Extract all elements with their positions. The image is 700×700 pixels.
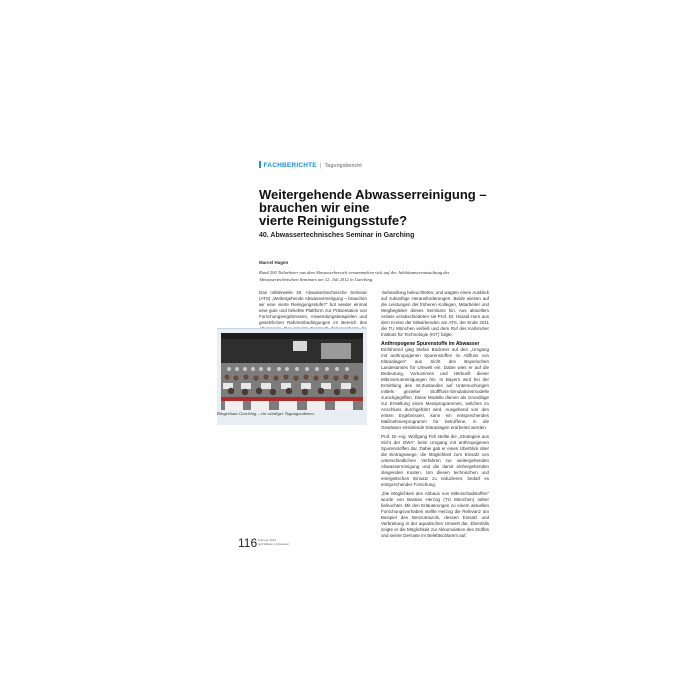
body-paragraph: -behandlung beleuchteten, und wagten einen Ausblick auf zukünftige Herausforderungen. Beide wiesen auf die Leistungen der früheren Kollegen, Mitarbeiter und Wegbegleiter dieses Seminars hin. Aus aktuellem Anlass verabschiedeten sie Prof. Dr. Harald Horn aus dem Kreise der Mitwirkenden am ATS, der Ende 2011 die TU München verließ und dem Ruf des Karlsruher Instituts für Technologie (KIT) folgte.	[381, 290, 489, 337]
figure	[217, 328, 367, 410]
title-line: vierte Reinigungsstufe?	[259, 213, 408, 228]
seminar-audience-photo	[221, 333, 363, 410]
title-line: brauchen wir eine	[259, 200, 370, 215]
section-separator: |	[319, 162, 322, 169]
magazine-page	[211, 148, 493, 553]
footer-date: Februar 2013	[258, 538, 277, 542]
figure-caption: Bürgerhaus Garching – ein würdiger Tagungsrahmen.	[217, 411, 315, 416]
title-line: Weitergehende Abwasserreinigung –	[259, 187, 487, 202]
article-abstract: Rund 200 Teilnehmer aus dem Abwasserbereich versammelten sich auf der Jubiläumsveranstaltung des Abwassertechnischen Seminars am 12. Juli 2012 in Garching.	[259, 270, 450, 282]
article-author: Marcel Hagen	[259, 260, 289, 265]
section-header	[259, 161, 362, 169]
footer-journal: gwf-Wasser | Abwasser	[258, 542, 290, 546]
section-heading: Anthropogene Spurenstoffe im Abwasser	[381, 341, 480, 347]
article-subtitle: 40. Abwassertechnisches Seminar in Garching	[259, 232, 415, 239]
section-marker	[259, 161, 261, 168]
body-paragraph: Prof. Dr.-Ing. Wolfgang Firk stellte die „Strategien aus Sicht der DWA“ beim Umgang mit anthropogenen Spurenstoffen dar. Dabei gab er einen Überblick über die Eintragswege, die Möglichkeit zum Einsatz von unterschiedlichen Verfahren zur weitergehenden Abwasserreinigung und die damit einhergehenden steigenden Kosten. Um diesen technischen und energetischen Einsatz zu reduzieren, bedarf es entsprechender Forschung.	[381, 434, 489, 487]
article-title	[259, 188, 489, 227]
section-category: FACHBERICHTE	[263, 162, 317, 169]
photo-illustration	[221, 333, 363, 410]
intro-paragraph: Das mittlerweile 40. Abwassertechnische Seminar (ATS) „Weitergehende Abwasserreinigung – brauchen wir eine vierte Reinigungsstufe?“ bot wieder einmal eine gute und beliebte Plattform zur Präsentation von Forschungsergebnissen, Anwendungsbeispielen und gesetzlichen Rahmenbedingungen im Bereich des	[259, 290, 367, 325]
right-column	[381, 290, 489, 542]
body-paragraph: „Die Möglichkeit des Abbaus von Mikroschadstoffen“ wurde von Bastian Herzog (TU München) näher beleuchtet. Mit den Erläuterungen zu einem aktuellen Forschungsvorhaben stellte Herzog die Relevanz am Beispiel des Benzotriazols, dessen Einsatz und Verbreitung in der aquatischen Umwelt dar. Ebenfalls zeigte er die Möglichkeit zur Akkumulation des Stoffes und seiner Derivate im Belebtschlamm auf.	[381, 491, 489, 538]
page-number: 116	[238, 536, 258, 550]
body-paragraph: Einführend ging Stefan Böckmer auf den „Umgang mit anthropogenen Spurenstoffen im Abfluss von Kläranlagen“ aus Sicht des Bayerischen Landesamtes für Umwelt ein. Dabei wies er auf die Bedeutung, Vorkommen und Herkunft dieser Mikroverunreinigungen hin. In Bayern wird bei der Ermittlung des Ist-Zustandes auf Untersuchungen mittels gezielter Stofffluss-Simulationsmodelle zurückgegriffen. Diese Modelle dienen als Grundlage zur Erstellung eines Messprogrammes, welches im Anschluss durchgeführt wird. Ausgehend von den ersten Ergebnissen, kann ein entsprechendes Maßnahmenprogramm für betroffene, in die Gewässer einleitende Kläranlagen erarbeitet werden.	[381, 347, 489, 430]
section-subcategory: Tagungsbericht	[324, 163, 362, 169]
footer-meta	[258, 538, 289, 546]
